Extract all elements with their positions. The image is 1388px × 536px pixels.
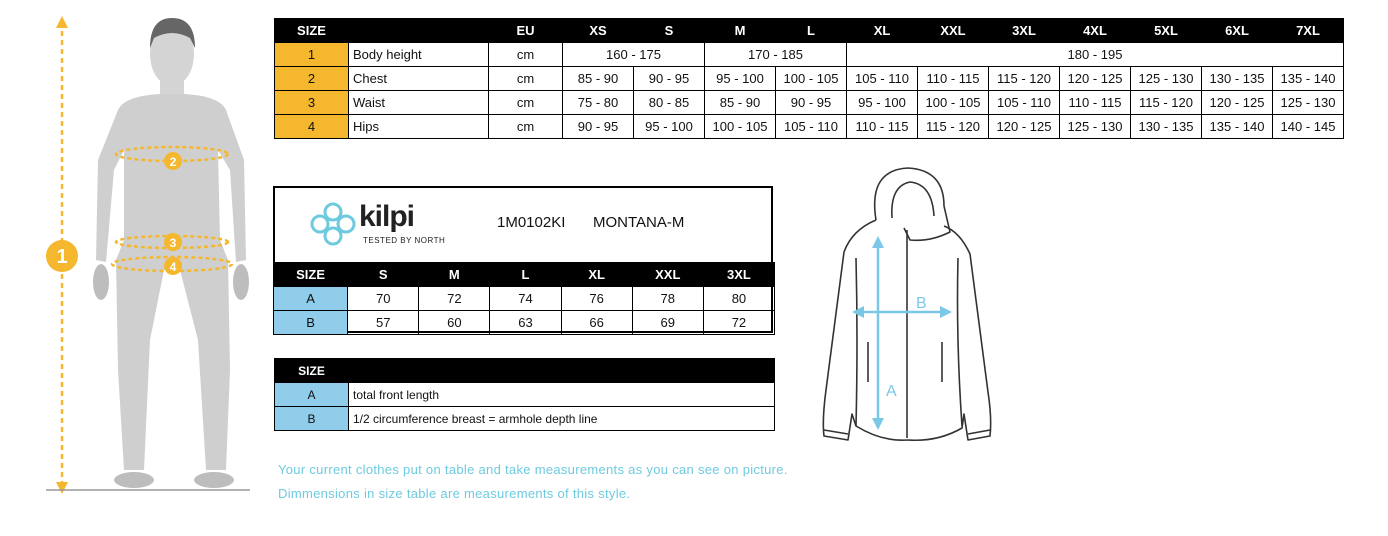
table-cell: 115 - 120 xyxy=(989,67,1060,91)
table-cell: 76 xyxy=(561,287,632,311)
table-cell: 90 - 95 xyxy=(776,91,847,115)
table-cell: 80 xyxy=(703,287,774,311)
table-cell: 105 - 110 xyxy=(776,115,847,139)
table-cell: 115 - 120 xyxy=(1131,91,1202,115)
row-number: 3 xyxy=(275,91,349,115)
header-cell: L xyxy=(776,19,847,43)
table-cell: 105 - 110 xyxy=(847,67,918,91)
header-cell: SIZE xyxy=(274,263,348,287)
table-cell: 95 - 100 xyxy=(634,115,705,139)
table-cell: 110 - 115 xyxy=(847,115,918,139)
table-cell: 75 - 80 xyxy=(563,91,634,115)
table-cell: 100 - 105 xyxy=(776,67,847,91)
header-cell: 7XL xyxy=(1273,19,1344,43)
header-cell: XL xyxy=(847,19,918,43)
table-cell: 130 - 135 xyxy=(1131,115,1202,139)
header-cell: 5XL xyxy=(1131,19,1202,43)
label-b: B xyxy=(916,295,927,312)
header-cell: 3XL xyxy=(989,19,1060,43)
table-cell: 130 - 135 xyxy=(1202,67,1273,91)
row-number: 4 xyxy=(275,115,349,139)
table-row xyxy=(274,287,775,311)
row-number: 2 xyxy=(275,67,349,91)
table-cell: 85 - 90 xyxy=(563,67,634,91)
table-row xyxy=(275,115,1344,139)
table-cell: 115 - 120 xyxy=(918,115,989,139)
header-cell: M xyxy=(705,19,776,43)
table-cell: 63 xyxy=(490,311,561,335)
table-cell: 74 xyxy=(490,287,561,311)
header-cell: M xyxy=(419,263,490,287)
table-cell: 120 - 125 xyxy=(1060,67,1131,91)
legend-key: B xyxy=(275,407,349,431)
kilpi-logo-icon xyxy=(307,200,359,248)
table-cell: 180 - 195 xyxy=(847,43,1344,67)
table-cell: 160 - 175 xyxy=(563,43,705,67)
style-size-table xyxy=(273,262,775,335)
table-cell: 90 - 95 xyxy=(634,67,705,91)
table-cell: 110 - 115 xyxy=(918,67,989,91)
table-cell: 95 - 100 xyxy=(847,91,918,115)
header-cell: SIZE xyxy=(275,359,349,383)
note-line-2: Dimmensions in size table are measurements of this style. xyxy=(278,486,631,501)
table-row xyxy=(275,67,1344,91)
label-a: A xyxy=(886,383,897,400)
header-cell: 3XL xyxy=(703,263,774,287)
row-unit: cm xyxy=(489,91,563,115)
header-cell: XS xyxy=(563,19,634,43)
table-cell: 60 xyxy=(419,311,490,335)
style-size-box xyxy=(273,186,773,333)
note-line-1: Your current clothes put on table and take measurements as you can see on picture. xyxy=(278,462,788,477)
product-model: MONTANA-M xyxy=(593,214,685,231)
table-cell: 105 - 110 xyxy=(989,91,1060,115)
table-cell: 110 - 115 xyxy=(1060,91,1131,115)
header-cell: SIZE xyxy=(275,19,349,43)
table-cell: 66 xyxy=(561,311,632,335)
header-cell: L xyxy=(490,263,561,287)
row-label: Waist xyxy=(349,91,489,115)
row-key: B xyxy=(274,311,348,335)
brand-tagline: TESTED BY NORTH xyxy=(363,236,446,245)
table-row xyxy=(275,43,1344,67)
header-cell: S xyxy=(348,263,419,287)
badge-hips: 4 xyxy=(169,260,177,274)
table-cell: 72 xyxy=(419,287,490,311)
row-label: Hips xyxy=(349,115,489,139)
table-cell: 170 - 185 xyxy=(705,43,847,67)
jacket-illustration xyxy=(812,160,1002,460)
table-cell: 125 - 130 xyxy=(1273,91,1344,115)
style-table-header xyxy=(274,263,775,287)
row-unit: cm xyxy=(489,115,563,139)
table-cell: 120 - 125 xyxy=(1202,91,1273,115)
header-cell xyxy=(349,19,489,43)
table-cell: 135 - 140 xyxy=(1202,115,1273,139)
table-cell: 90 - 95 xyxy=(563,115,634,139)
header-cell: S xyxy=(634,19,705,43)
badge-waist: 3 xyxy=(169,236,177,250)
table-row xyxy=(275,383,775,407)
badge-height: 1 xyxy=(56,246,68,268)
header-cell: XL xyxy=(561,263,632,287)
table-row xyxy=(275,407,775,431)
badge-chest: 2 xyxy=(169,155,177,169)
product-code: 1M0102KI xyxy=(497,214,566,231)
header-cell: XXL xyxy=(918,19,989,43)
brand-name: kilpi xyxy=(359,200,415,233)
legend-key: A xyxy=(275,383,349,407)
table-cell: 72 xyxy=(703,311,774,335)
table-row xyxy=(275,91,1344,115)
table-cell: 140 - 145 xyxy=(1273,115,1344,139)
row-number: 1 xyxy=(275,43,349,67)
legend-text: total front length xyxy=(349,383,775,407)
header-cell: XXL xyxy=(632,263,703,287)
table-cell: 95 - 100 xyxy=(705,67,776,91)
table-cell: 85 - 90 xyxy=(705,91,776,115)
row-unit: cm xyxy=(489,67,563,91)
table-cell: 100 - 105 xyxy=(705,115,776,139)
header-cell xyxy=(349,359,775,383)
legend-table xyxy=(274,358,775,431)
body-measurement-figure xyxy=(20,10,260,500)
legend-header xyxy=(275,359,775,383)
table-cell: 135 - 140 xyxy=(1273,67,1344,91)
legend-text: 1/2 circumference breast = armhole depth line xyxy=(349,407,775,431)
table-cell: 125 - 130 xyxy=(1131,67,1202,91)
table-cell: 100 - 105 xyxy=(918,91,989,115)
header-cell: 6XL xyxy=(1202,19,1273,43)
row-unit: cm xyxy=(489,43,563,67)
row-label: Body height xyxy=(349,43,489,67)
header-cell: 4XL xyxy=(1060,19,1131,43)
table-cell: 125 - 130 xyxy=(1060,115,1131,139)
table-cell: 70 xyxy=(348,287,419,311)
table-cell: 80 - 85 xyxy=(634,91,705,115)
header-cell: EU xyxy=(489,19,563,43)
table-cell: 69 xyxy=(632,311,703,335)
size-table-header xyxy=(275,19,1344,43)
row-label: Chest xyxy=(349,67,489,91)
table-cell: 120 - 125 xyxy=(989,115,1060,139)
table-row xyxy=(274,311,775,335)
row-key: A xyxy=(274,287,348,311)
table-cell: 78 xyxy=(632,287,703,311)
table-cell: 57 xyxy=(348,311,419,335)
size-table xyxy=(274,18,1344,139)
